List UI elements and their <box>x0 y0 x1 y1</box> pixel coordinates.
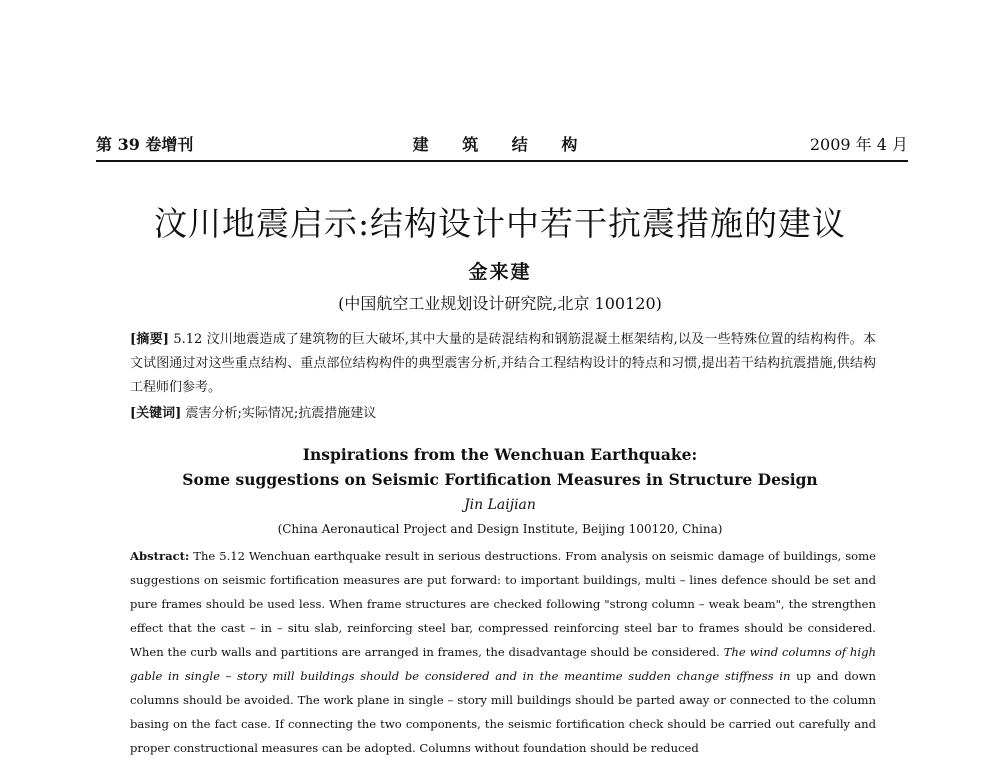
journal-name: 建 筑 结 构 <box>412 135 592 154</box>
author-en: Jin Laijian <box>464 497 536 513</box>
abstract-en-text-2: The wind columns of high gable in single – story mill buildings should be considered and in the meantime sudden change stiffness in <box>130 645 876 683</box>
article-title-en <box>0 442 1000 492</box>
publication-date: 2009 年 4 月 <box>809 135 908 154</box>
abstract-cn <box>130 328 876 400</box>
abstract-en-text-1: The 5.12 Wenchuan earthquake result in serious destructions. From analysis on seismic damage of buildings, some suggestions on seismic fortification measures are put forward: to important buildings, multi – lines defence should be set and pure frames should be used less. When frame structures are checked following "strong column – weak beam", the strengthen effect that the cast – in – situ slab, reinforcing steel bar, compressed reinforcing steel bar to frames should be considered. When the curb walls and partitions are arranged in frames, the disadvantage should be considered. <box>130 549 877 659</box>
keywords-cn-label: [关键词] <box>130 406 182 421</box>
affiliation-en: (China Aeronautical Project and Design Institute, Beijing 100120, China) <box>277 522 723 536</box>
abstract-en <box>130 544 876 760</box>
article-title-en-line2: Some suggestions on Seismic Fortification Measures in Structure Design <box>182 470 818 489</box>
journal-issue: 第 39 卷增刊 <box>96 135 194 154</box>
keywords-cn <box>130 402 876 426</box>
abstract-en-text-3: up and down columns should be avoided. The work plane in single – story mill buildings should be parted away or connected to the column basing on the fact case. If connecting the two components, the seismic fortification check should be carried out carefully and proper constructional measures can be adopted. Columns without foundation should be reduced <box>130 669 877 755</box>
journal-header <box>96 120 908 162</box>
article-title-en-line1: Inspirations from the Wenchuan Earthquake: <box>302 445 698 464</box>
article-title-cn: 汶川地震启示:结构设计中若干抗震措施的建议 <box>153 204 847 243</box>
keywords-cn-text: 震害分析;实际情况;抗震措施建议 <box>185 406 377 421</box>
abstract-cn-label: [摘要] <box>130 332 169 347</box>
affiliation-cn: (中国航空工业规划设计研究院,北京 100120) <box>338 294 662 313</box>
author-cn: 金来建 <box>468 261 532 283</box>
abstract-cn-text: 5.12 汶川地震造成了建筑物的巨大破坏,其中大量的是砖混结构和钢筋混凝土框架结构,以及一些特殊位置的结构构件。本文试图通过对这些重点结构、重点部位结构构件的典型震害分析,并结合工程结构设计的特点和习惯,提出若干结构抗震措施,供结构工程师们参考。 <box>130 332 877 395</box>
abstract-en-label: Abstract: <box>130 549 190 563</box>
